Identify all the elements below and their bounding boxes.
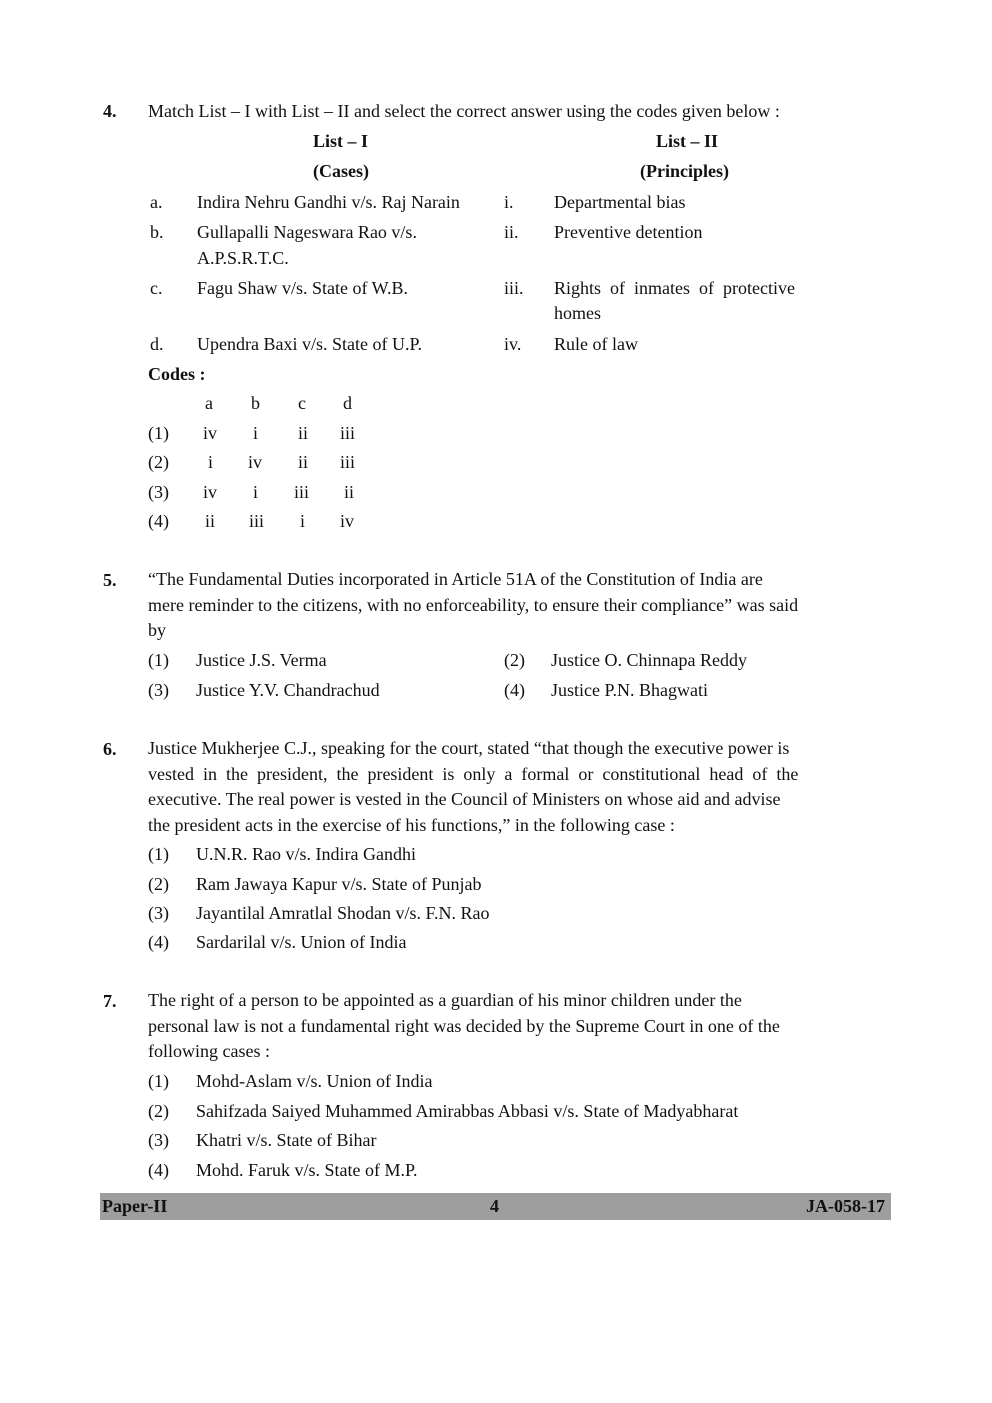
question-stem (148, 736, 876, 838)
code-value: ii (298, 423, 309, 443)
stem-line: “The Fundamental Duties incorporated in Article 51A of the Constitution of India are (148, 569, 763, 589)
code-value: i (253, 423, 259, 443)
option-number: (3) (148, 482, 169, 502)
question-number: 4. (103, 101, 117, 121)
code-value: i (300, 511, 306, 531)
code-value: ii (298, 452, 309, 472)
option-text: Jayantilal Amratlal Shodan v/s. F.N. Rao (196, 903, 490, 923)
option-number: (3) (148, 1130, 169, 1150)
question-number: 7. (103, 991, 117, 1011)
code-value: i (253, 482, 259, 502)
option-number: (1) (148, 844, 169, 864)
list2-item: Rights of inmates of protective (554, 278, 795, 298)
stem-line: vested in the president, the president is only a formal or constitutional head of the (148, 763, 799, 784)
option-number: (3) (148, 680, 169, 700)
option-text: Mohd. Faruk v/s. State of M.P. (196, 1160, 418, 1180)
list1-item-cont: A.P.S.R.T.C. (197, 248, 289, 268)
code-value: iii (340, 452, 356, 472)
list1-subtitle: (Cases) (313, 161, 369, 181)
option-number: (1) (148, 1071, 169, 1091)
option-number: (4) (148, 511, 169, 531)
list1-item: Gullapalli Nageswara Rao v/s. (197, 222, 417, 242)
option-text: Sahifzada Saiyed Muhammed Amirabbas Abbasi v/s. State of Madyabharat (196, 1101, 739, 1121)
code-value: ii (205, 511, 216, 531)
stem-line: the president acts in the exercise of his functions,” in the following case : (148, 814, 675, 835)
stem-line: Justice Mukherjee C.J., speaking for the court, stated “that though the executive power is (148, 738, 790, 758)
codes-label: Codes : (148, 364, 206, 384)
option-text: Justice J.S. Verma (196, 650, 327, 670)
list2-key: i. (504, 192, 514, 212)
stem-line: following cases : (148, 1041, 270, 1061)
list2-subtitle: (Principles) (640, 161, 729, 181)
stem-line: personal law is not a fundamental right was decided by the Supreme Court in one of the (148, 1015, 780, 1036)
code-value: iii (249, 511, 265, 531)
list2-item: Preventive detention (554, 222, 703, 242)
list2-key: iv. (504, 334, 522, 354)
option-text: U.N.R. Rao v/s. Indira Gandhi (196, 844, 416, 864)
option-text: Mohd-Aslam v/s. Union of India (196, 1071, 433, 1091)
list1-item: Upendra Baxi v/s. State of U.P. (197, 334, 422, 354)
option-number: (2) (148, 1101, 169, 1121)
option-text: Justice Y.V. Chandrachud (196, 680, 380, 700)
option-number: (3) (148, 903, 169, 923)
option-number: (2) (148, 452, 169, 472)
code-header-b: b (251, 393, 260, 413)
option-number: (4) (148, 1160, 169, 1180)
option-text: Justice P.N. Bhagwati (551, 680, 708, 700)
list1-item: Fagu Shaw v/s. State of W.B. (197, 278, 409, 298)
option-text: Khatri v/s. State of Bihar (196, 1130, 377, 1150)
option-number: (4) (504, 680, 525, 700)
paper-code: JA-058-17 (806, 1196, 885, 1216)
question-stem (148, 567, 876, 644)
paper-label: Paper-II (102, 1196, 168, 1216)
list2-item: Departmental bias (554, 192, 686, 212)
list1-title: List – I (313, 131, 369, 151)
list2-title: List – II (656, 131, 719, 151)
code-value: i (208, 452, 214, 472)
option-number: (1) (148, 650, 169, 670)
stem-line: mere reminder to the citizens, with no enforceability, to ensure their compliance” was said (148, 594, 799, 615)
question-number: 6. (103, 739, 117, 759)
list2-key: iii. (504, 278, 524, 298)
list1-key: a. (150, 192, 163, 212)
list2-key: ii. (504, 222, 519, 242)
code-header-c: c (298, 393, 306, 413)
option-number: (1) (148, 423, 169, 443)
option-number: (2) (504, 650, 525, 670)
stem-line: by (148, 620, 166, 640)
question-stem (148, 988, 876, 1065)
stem-line: executive. The real power is vested in the Council of Ministers on whose aid and advise (148, 789, 781, 809)
option-text: Sardarilal v/s. Union of India (196, 932, 407, 952)
code-value: iv (340, 511, 355, 531)
code-value: iv (203, 482, 218, 502)
option-number: (4) (148, 932, 169, 952)
code-value: ii (344, 482, 355, 502)
list1-key: c. (150, 278, 163, 298)
question-stem: Match List – I with List – II and select the correct answer using the codes given below : (148, 101, 780, 121)
code-header-a: a (205, 393, 213, 413)
stem-line: The right of a person to be appointed as a guardian of his minor children under the (148, 990, 742, 1010)
page-number: 4 (490, 1196, 499, 1216)
code-header-d: d (343, 393, 352, 413)
code-value: iv (248, 452, 263, 472)
option-text: Ram Jawaya Kapur v/s. State of Punjab (196, 874, 482, 894)
code-value: iii (340, 423, 356, 443)
list2-item-cont: homes (554, 303, 601, 323)
list2-item: Rule of law (554, 334, 638, 354)
code-value: iv (203, 423, 218, 443)
list1-key: b. (150, 222, 164, 242)
code-value: iii (294, 482, 310, 502)
question-number: 5. (103, 570, 117, 590)
page-footer (100, 1193, 891, 1220)
list1-item: Indira Nehru Gandhi v/s. Raj Narain (197, 192, 460, 212)
option-number: (2) (148, 874, 169, 894)
list1-key: d. (150, 334, 164, 354)
option-text: Justice O. Chinnapa Reddy (551, 650, 747, 670)
